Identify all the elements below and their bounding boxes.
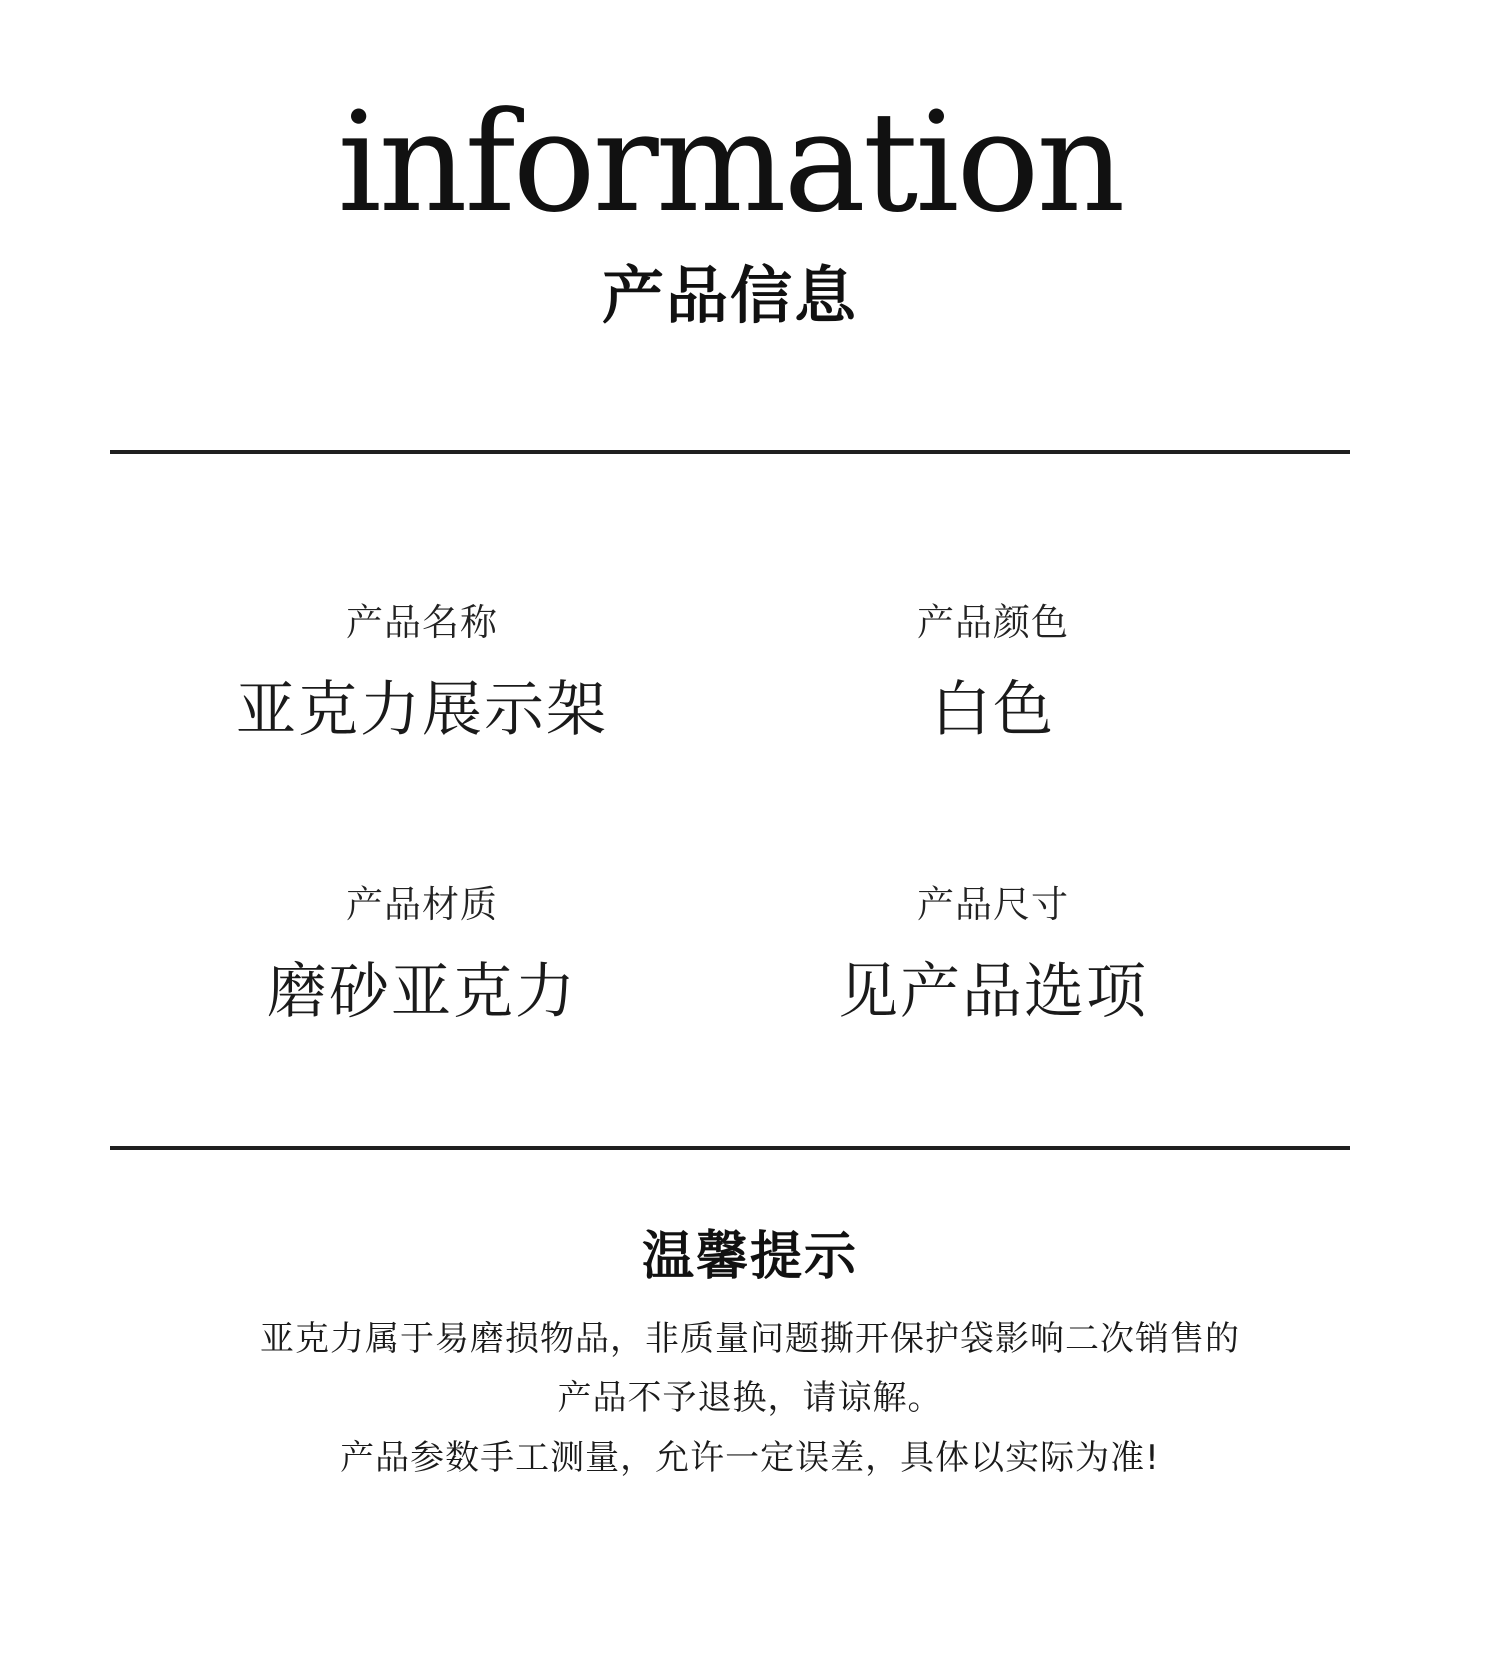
- spec-value: 磨砂亚克力: [267, 957, 577, 1027]
- divider-top: [110, 450, 1350, 454]
- spec-value: 白色: [931, 675, 1055, 745]
- spec-product-material: [122, 880, 722, 1032]
- spec-label: 产品尺寸: [917, 883, 1069, 926]
- divider-bottom: [110, 1146, 1350, 1150]
- spec-product-name: [122, 598, 722, 750]
- spec-value: 见产品选项: [838, 957, 1148, 1027]
- tips-title: 温馨提示: [641, 1227, 858, 1287]
- spec-label: 产品颜色: [917, 601, 1069, 644]
- tips-line: 产品不予退换，请谅解。: [557, 1378, 943, 1418]
- title-english: information: [337, 82, 1123, 243]
- spec-product-size: [693, 880, 1293, 1032]
- spec-product-color: [693, 598, 1293, 750]
- title-chinese: 产品信息: [601, 259, 858, 332]
- spec-value: 亚克力展示架: [236, 675, 608, 745]
- spec-label: 产品名称: [346, 601, 498, 644]
- tips-line: 亚克力属于易磨损物品，非质量问题撕开保护袋影响二次销售的: [260, 1319, 1240, 1359]
- tips-line: 产品参数手工测量，允许一定误差，具体以实际为准!: [340, 1438, 1160, 1478]
- spec-label: 产品材质: [346, 883, 498, 926]
